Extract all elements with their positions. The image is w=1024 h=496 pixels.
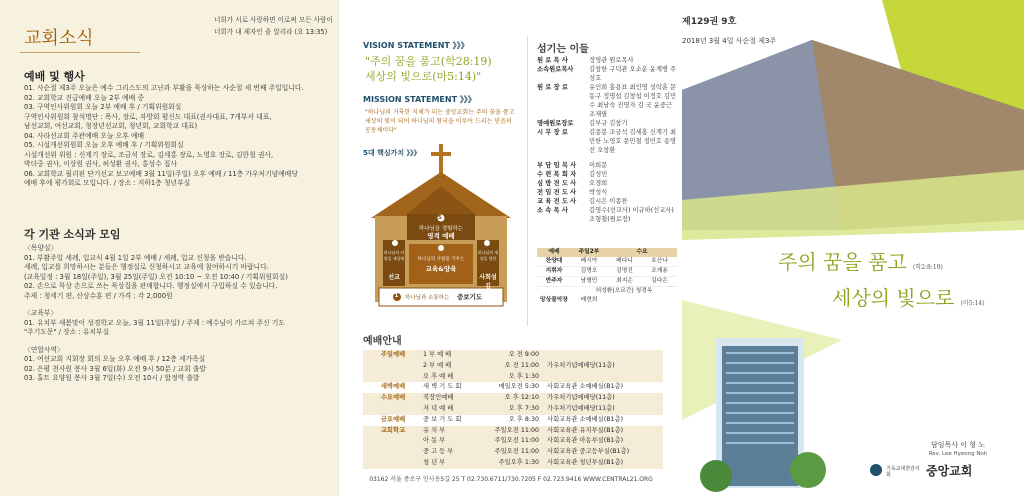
music-row: 반주자 남형민 최지은 김다은 <box>537 277 677 287</box>
group-label: 〈연합사역〉 <box>24 345 64 354</box>
schedule-heading: 예배안내 <box>363 336 402 347</box>
vision-panel <box>338 0 682 496</box>
staff-row: 원 로 장 로 유인희 홍용표 최인영 성락훈 문동구 정명섭 김창섭 이정호 김민수 최남숙 진영자 김 국 윤중근 조재필 <box>537 84 677 118</box>
house-labels <box>369 140 517 316</box>
schedule-row: 저 녁 예 배 오 후 7:30 가우처기념예배당(11층) <box>363 404 663 415</box>
top-value: 영적 예배 <box>427 232 455 240</box>
schedule-row: 청 년 부 주일오후 1:30 사회교육관 청년부실(B1층) <box>363 458 663 469</box>
staff-row: 심 방 전 도 사 오경희 <box>537 180 608 187</box>
list-item: 예배 후에 평가회로 모입니다. / 장소 : 지하1층 청년부실 <box>24 179 191 187</box>
list-item: 주제 : 청세기 편, 산상수훈 편 / 가격 : 각 2,000원 <box>24 291 173 300</box>
mid-value: 교육&양육 <box>425 265 457 273</box>
staff-row: 전 임 전 도 사 박성식 <box>537 189 608 196</box>
worship-events-heading: 예배 및 행사 <box>24 70 85 83</box>
list-item: 세례, 입교를 희망하시는 분들은 행정실로 신청하시고 교육에 참여하시기 바랍니다. <box>24 263 269 271</box>
music-header: 예배 주일2부 수요 <box>537 248 677 257</box>
divider <box>527 36 528 326</box>
base-sub: 하나님과 소통하는 <box>405 295 450 301</box>
slogan-ref-1: (학2:8:19) <box>913 264 943 271</box>
left-value: 선교 <box>388 274 400 281</box>
news-title: 교회소식 <box>24 28 94 49</box>
schedule-row: 아 동 부 주일오전 11:00 사회교육관 아동부실(B1층) <box>363 436 663 447</box>
church-news-panel <box>0 0 338 496</box>
staff-row: 시 무 장 로 김종봉 조금석 김세홍 신계기 최민한 노영호 문민철 정민호 송명선 오창환 <box>537 129 677 154</box>
group-label: 〈교육부〉 <box>24 309 58 317</box>
vision-line-1: "주의 꿈을 품고(학28:19) <box>365 55 492 68</box>
group-label: 〈목양실〉 <box>24 244 58 252</box>
left-sub: 하나님의 사랑을 세상에 <box>383 250 405 261</box>
top-number: 5 <box>438 215 442 221</box>
slogan-line-2 <box>832 282 985 311</box>
list-item: 02. 교회학교 진급예배 오늘 2부 예배 중 <box>24 93 145 102</box>
church-name: 중앙교회 <box>926 464 973 478</box>
staff-row: 수 련 목 회 자 김성민 <box>537 171 608 178</box>
mission-heading: MISSION STATEMENT 》》》 <box>363 95 476 104</box>
schedule-row: 오 후 예 배 오 후 1:30 <box>363 372 663 383</box>
staff-row: 부 담 임 목 사 이희문 <box>537 162 608 169</box>
list-item: 01. 부활주일 세례, 입교식 4월 1일 2부 예배 / 세례, 입교 신청을 받습니다. <box>24 253 247 262</box>
core-values-heading: 5대 핵심가치 》》》 <box>363 149 421 157</box>
list-item: 01. 여선교회 지회장 회의 오늘 오후 예배 후 / 12층 세가족실 <box>24 355 206 363</box>
slogan-ref-2: (마5:14) <box>960 300 985 307</box>
staff-list <box>537 56 677 224</box>
staff-row: 교 육 전 도 사 김시은 이종찬 <box>537 198 628 205</box>
right-value: 사회섬김 <box>479 274 497 290</box>
music-row: 찬양대 베시아 베다니 호산나 <box>537 257 677 267</box>
list-item: 시설개선위 위원 : 신계기 장로, 조금석 장로, 김세홍 장로, 노영호 장로, 김한철 권사, <box>24 150 274 159</box>
base-number: 1 <box>394 293 399 299</box>
slogan-line-1 <box>778 246 943 275</box>
schedule-row: 중 고 등 부 주일오전 11:00 사회교육관 중고등부실(B1층) <box>363 447 663 458</box>
verse-line-1: 너희가 서로 사랑하면 이로써 모든 사람이 <box>214 16 333 24</box>
schedule-row: 2 부 예 배 오 전 11:00 가우처기념예배당(11층) <box>363 361 663 372</box>
list-item: 02. 손으로 묵상 손으로 쓰는 묵상집을 판매합니다. 행정실에서 구입하실 수 있습니다. <box>24 282 278 290</box>
church-logo-icon <box>870 464 882 476</box>
org-news-list <box>24 244 330 384</box>
schedule-row: 새벽예배 새 벽 기 도 회 매일오전 5:30 사회교육관 소예배실(B1층) <box>380 383 624 391</box>
staff-row: 명예원로장로 김부규 김창기 <box>537 120 628 127</box>
schedule-row: 금요예배 중 보 기 도 회 오 후 8:30 사회교육관 소예배실(B1층) <box>380 415 624 423</box>
pastor-name-en: Rev. Lee Hyeong Noh <box>928 451 988 457</box>
schedule-row: 주일예배 1 부 예 배 오 전 9:00 <box>363 350 663 361</box>
pastor-name: 담임목사 이 형 노 <box>930 441 985 449</box>
list-item: (교육일정 : 3월 18일(주일), 3월 25일(주일) 오전 10:10 ~ 오전 10:40 / 기획위원회실) <box>24 272 288 281</box>
mid-sub: 하나님의 사람을 키우는 <box>417 257 465 262</box>
base-value: 중보기도 <box>457 293 483 301</box>
church-denomination: 기독교대한감리회 <box>886 466 920 478</box>
list-item: 01. 유치부 새봄맞이 성경학교 오늘, 3월 11일(주일) / 주제 : 예수님이 가르쳐 주신 기도 <box>24 318 285 327</box>
footer-contact: 03162 서울 종로구 인사동5길 25 T 02.730.6711/730.7205 F 02.723.9416 WWW.CENTRAL21.ORG <box>369 476 653 483</box>
tree-left <box>700 460 732 492</box>
list-item: 06. 교회학교 필리핀 단기선교 보고예배 3월 11일(주일) 오후 예배 / 11층 가우처기념예배당 <box>24 169 298 178</box>
building <box>722 346 798 486</box>
schedule-row: 수요예배 직장인예배 오 후 12:10 가우처기념예배당(11층) <box>363 393 663 404</box>
issue-number: 제129권 9호 <box>682 17 737 27</box>
list-item: 05. 시설개선위원회 오늘 오후 예배 후 / 기획위원회실 <box>24 141 184 149</box>
music-row: 앙상블악장 배현희 <box>540 297 598 303</box>
staff-heading: 섬기는 이들 <box>537 44 589 55</box>
mission-text: "하나님의 거룩한 지체가 되는 중앙교회는 주의 꿈을 품고 세상의 빛이 되어 하나님의 왕국을 이루어 드리는 믿음의 공동체이다" <box>365 109 515 134</box>
vision-line-2: 세상의 빛으로(마5:14)" <box>365 70 482 83</box>
list-item: 박더중 권사, 이상원 권사, 허성환 권사, 홍성수 집사 <box>24 160 177 168</box>
music-row: 허성환(오르간) 청경옥 <box>595 288 653 294</box>
list-item: 03. 홀트 요양원 봉사 3월 7일(수) 오전 10시 / 합정역 출발 <box>24 374 200 382</box>
list-item: 남선교회, 여선교회, 청장년선교회, 청년회, 교회학교 대표) <box>24 122 198 130</box>
cover-panel <box>682 0 1024 496</box>
music-row: 지휘자 김명오 김명진 조재용 <box>537 267 677 277</box>
right-sub: 하나님의 세상을 향한 <box>477 250 499 261</box>
schedule-row: 교회학교 유 치 부 주일오전 11:00 사회교육관 유치부실(B1층) <box>363 426 663 437</box>
verse-line-2: 너희가 내 제자인 줄 알리라 (요 13:35) <box>214 28 328 36</box>
vision-heading: VISION STATEMENT 》》》 <box>363 41 469 50</box>
staff-row: 원 로 목 사 정영관 원로목사 <box>537 57 634 64</box>
staff-row: 소 속 목 사 김영수(선교사) 이규하(선교사) 조형철(원로장) <box>537 207 674 223</box>
top-sub: 하나님을 경험하는 <box>418 226 464 232</box>
schedule-table <box>363 350 663 469</box>
tree-right <box>790 452 826 488</box>
issue-date: 2018년 3월 4일 사순절 제3주 <box>682 37 777 45</box>
org-news-heading: 각 기관 소식과 모임 <box>24 228 121 241</box>
list-item: 04. 사라선교회 주관예배 오늘 오후 예배 <box>24 131 145 140</box>
staff-row: 소속원로목사 김창한 구덕관 오소운 윤계병 주성호 <box>537 66 677 82</box>
title-rule <box>20 52 140 53</box>
worship-events-list <box>24 84 330 189</box>
music-table <box>537 248 677 305</box>
list-item: "주기도문" / 장소 : 유치부실 <box>24 328 110 336</box>
list-item: 01. 사순절 제3주 오늘은 예수 그리스도의 고난과 부활을 묵상하는 사순절 세 번째 주일입니다. <box>24 84 304 92</box>
slogan-text-1: 주의 꿈을 품고 <box>778 250 907 274</box>
list-item: 02. 은평 천사원 봉사 3월 6일(화) 오전 9시 50분 / 교회 출발 <box>24 364 206 373</box>
slogan-text-2: 세상의 빛으로 <box>832 286 955 310</box>
list-item: 구역인사위원회 참석명단 : 목사, 장로, 자방회 평신도 대표(권사대표, 7개부서 대표, <box>24 112 272 121</box>
list-item: 03. 구역인사위원회 오늘 2부 예배 후 / 기획위원회실 <box>24 103 182 111</box>
